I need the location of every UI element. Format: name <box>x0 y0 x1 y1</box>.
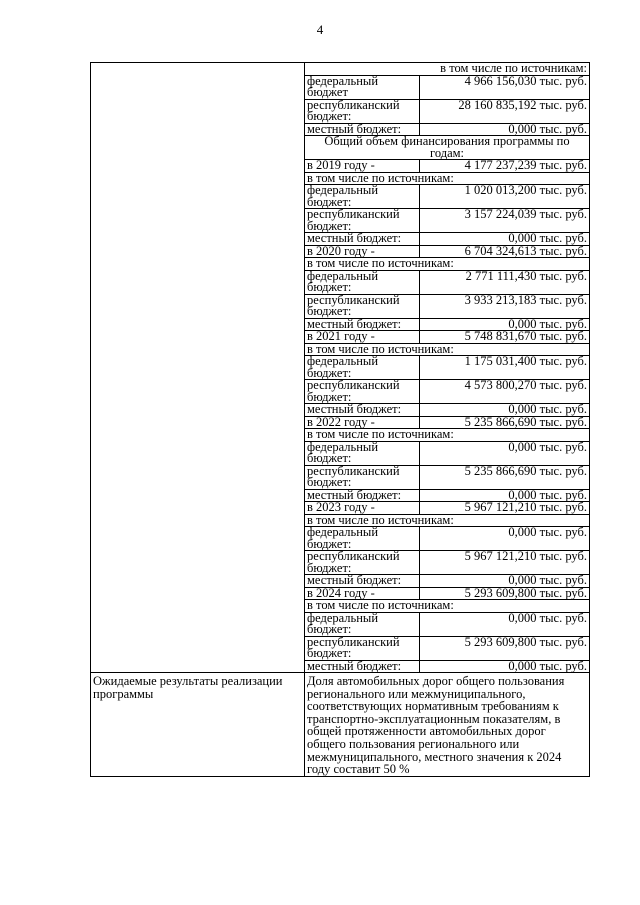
year-label: в 2020 году - <box>305 245 420 258</box>
budget-label: местный бюджет: <box>305 233 420 246</box>
budget-label: местный бюджет: <box>305 575 420 588</box>
budget-value: 4 573 800,270 тыс. руб. <box>420 380 590 404</box>
budget-label: местный бюджет: <box>305 489 420 502</box>
sources-heading: в том числе по источникам: <box>305 258 590 271</box>
budget-label: республиканский бюджет: <box>305 380 420 404</box>
budget-label: республиканский бюджет: <box>305 294 420 318</box>
budget-label: федеральный бюджет: <box>305 356 420 380</box>
budget-value: 0,000 тыс. руб. <box>420 123 590 136</box>
budget-label: республиканский бюджет: <box>305 551 420 575</box>
budget-label: республиканский бюджет: <box>305 99 420 123</box>
year-label: в 2023 году - <box>305 502 420 515</box>
year-total: 5 967 121,210 тыс. руб. <box>420 502 590 515</box>
budget-label: республиканский бюджет: <box>305 209 420 233</box>
budget-value: 0,000 тыс. руб. <box>420 441 590 465</box>
year-total: 6 704 324,613 тыс. руб. <box>420 245 590 258</box>
year-total: 5 748 831,670 тыс. руб. <box>420 331 590 344</box>
year-label: в 2022 году - <box>305 416 420 429</box>
budget-value: 0,000 тыс. руб. <box>420 318 590 331</box>
budget-value: 4 966 156,030 тыс. руб. <box>420 75 590 99</box>
year-total: 5 293 609,800 тыс. руб. <box>420 587 590 600</box>
budget-label: федеральный бюджет: <box>305 185 420 209</box>
year-total: 4 177 237,239 тыс. руб. <box>420 160 590 173</box>
budget-value: 0,000 тыс. руб. <box>420 527 590 551</box>
sources-heading: в том числе по источникам: <box>305 343 590 356</box>
budget-label: федеральный бюджет <box>305 75 420 99</box>
budget-value: 5 967 121,210 тыс. руб. <box>420 551 590 575</box>
budget-value: 1 175 031,400 тыс. руб. <box>420 356 590 380</box>
budget-label: федеральный бюджет: <box>305 527 420 551</box>
budget-label: федеральный бюджет: <box>305 441 420 465</box>
results-text: Доля автомобильных дорог общего пользования регионального или межмуниципального, соответствующих нормативным требованиям к транспортно-эксплуатационным показателям, в общей протяженности автомобильных дорог общего пользования регионального или межмуниципального, местного значения к 2024 году составит 50 % <box>305 673 590 777</box>
budget-value: 5 235 866,690 тыс. руб. <box>420 465 590 489</box>
budget-value: 0,000 тыс. руб. <box>420 233 590 246</box>
page-number: 4 <box>316 22 324 37</box>
year-label: в 2019 году - <box>305 160 420 173</box>
left-column-empty <box>91 63 305 673</box>
budget-value: 0,000 тыс. руб. <box>420 660 590 673</box>
budget-value: 0,000 тыс. руб. <box>420 404 590 417</box>
budget-label: местный бюджет: <box>305 660 420 673</box>
total-heading: Общий объем финансирования программы по годам: <box>305 136 590 160</box>
budget-value: 0,000 тыс. руб. <box>420 575 590 588</box>
budget-value: 1 020 013,200 тыс. руб. <box>420 185 590 209</box>
budget-value: 28 160 835,192 тыс. руб. <box>420 99 590 123</box>
financing-table <box>90 62 590 777</box>
results-row <box>91 673 590 777</box>
budget-label: республиканский бюджет: <box>305 636 420 660</box>
year-label: в 2024 году - <box>305 587 420 600</box>
budget-value: 3 157 224,039 тыс. руб. <box>420 209 590 233</box>
budget-value: 0,000 тыс. руб. <box>420 612 590 636</box>
results-label: Ожидаемые результаты реализации программы <box>91 673 305 777</box>
year-label: в 2021 году - <box>305 331 420 344</box>
budget-label: федеральный бюджет: <box>305 270 420 294</box>
sources-heading: в том числе по источникам: <box>305 172 590 185</box>
sources-heading: в том числе по источникам: <box>305 429 590 442</box>
year-total: 5 235 866,690 тыс. руб. <box>420 416 590 429</box>
sources-heading: в том числе по источникам: <box>305 63 590 76</box>
budget-label: местный бюджет: <box>305 123 420 136</box>
sources-heading: в том числе по источникам: <box>305 600 590 613</box>
sources-heading: в том числе по источникам: <box>305 514 590 527</box>
budget-label: местный бюджет: <box>305 404 420 417</box>
budget-value: 5 293 609,800 тыс. руб. <box>420 636 590 660</box>
budget-value: 0,000 тыс. руб. <box>420 489 590 502</box>
budget-value: 2 771 111,430 тыс. руб. <box>420 270 590 294</box>
budget-label: республиканский бюджет: <box>305 465 420 489</box>
budget-label: местный бюджет: <box>305 318 420 331</box>
budget-label: федеральный бюджет: <box>305 612 420 636</box>
budget-value: 3 933 213,183 тыс. руб. <box>420 294 590 318</box>
